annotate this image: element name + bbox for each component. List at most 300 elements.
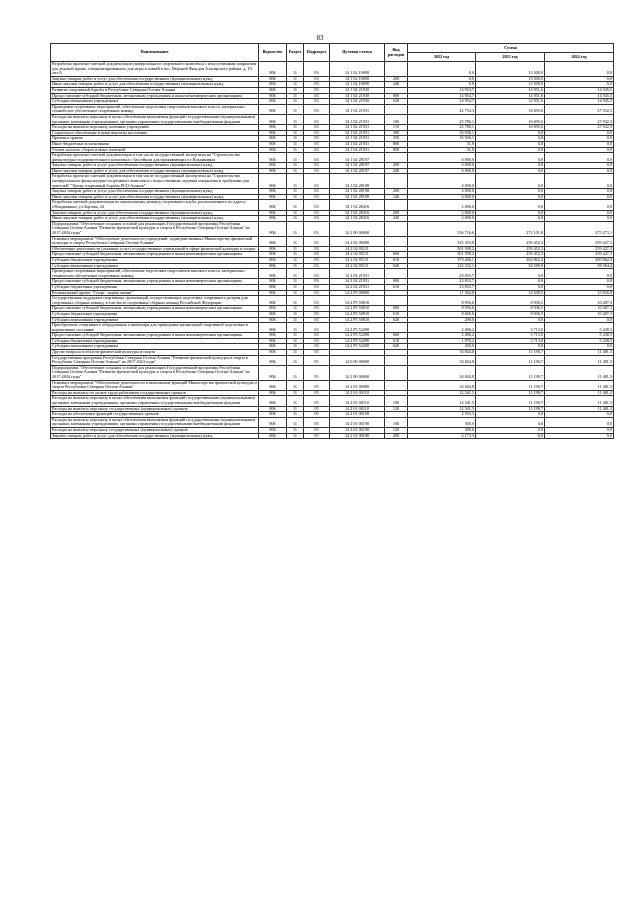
cell-2024: 14 945,5 [545,93,614,99]
cell-razdel: 11 [287,136,304,142]
cell-podrazdel: 05 [304,417,330,427]
cell-csr: 14 1 02 21931 [330,141,385,147]
cell-razdel: 11 [287,365,304,380]
header-csr: Целевая статья [330,44,385,62]
cell-razdel: 11 [287,390,304,396]
cell-2023: 0,0 [476,189,545,195]
cell-2023: 0,0 [476,279,545,285]
cell-2023: 0,0 [476,136,545,142]
cell-name: Разработка сметной документации по капитальному ремонту спортивного клуба, расположенного по адресу: г.Владикавказ, ул.Зортова, 24 [51,200,259,210]
cell-csr: 14 2 P5 00000 [330,290,385,296]
cell-podrazdel: 03 [304,136,330,142]
cell-razdel: 11 [287,279,304,285]
cell-csr: 14 1 02 21930 [330,93,385,99]
cell-name: Подпрограмма "Обеспечение создания условий для реализации Государственной программы Республики Северная Осетия-Алания "Развитие физической культуры и спорта в Республике Северная Осетия-Алания" на 2017-2024 годы" [51,365,259,380]
table-row [51,433,614,439]
cell-2022: 536 716,6 [408,221,476,236]
cell-2024: 0,0 [545,279,614,285]
cell-podrazdel: 03 [304,114,330,124]
cell-razdel: 11 [287,130,304,136]
cell-2024: 27 932,5 [545,104,614,114]
cell-podrazdel: 03 [304,125,330,131]
cell-vedomstvo: 806 [259,290,287,296]
cell-vr [385,296,408,306]
cell-csr: 14 2 02 05111 [330,257,385,263]
cell-2023: 0,0 [476,216,545,222]
cell-name: Предоставление субсидий бюджетным, автономным учреждениям и иным некоммерческим организациям [51,252,259,258]
cell-podrazdel: 03 [304,163,330,169]
cell-razdel: 11 [287,344,304,350]
cell-razdel: 11 [287,125,304,131]
header-2023: 2023 год [476,53,545,62]
cell-vedomstvo: 806 [259,62,287,77]
cell-name: Развитие спортивной борьбы в Республике Северная Осетия-Алания [51,87,259,93]
cell-2024: 0,0 [545,168,614,174]
cell-2023: 0,0 [476,417,545,427]
cell-2024: 0,0 [545,216,614,222]
cell-2023: 0,0 [476,153,545,163]
cell-podrazdel: 03 [304,174,330,189]
cell-2023: 0,0 [476,284,545,290]
cell-2022: 23 833,7 [408,279,476,285]
cell-vedomstvo: 806 [259,125,287,131]
cell-razdel: 11 [287,252,304,258]
cell-vedomstvo: 806 [259,174,287,189]
cell-2023: 0,0 [476,317,545,323]
cell-vr: 200 [385,189,408,195]
cell-vedomstvo: 806 [259,221,287,236]
cell-vedomstvo: 806 [259,427,287,433]
header-summa: Сумма [408,44,614,53]
header-vr: Вид расходов [385,44,408,62]
cell-vedomstvo: 806 [259,210,287,216]
cell-vr [385,221,408,236]
cell-razdel: 11 [287,87,304,93]
cell-2023: 16 695,6 [476,114,545,124]
cell-2024: 11 481,3 [545,380,614,390]
cell-vedomstvo: 806 [259,200,287,210]
cell-2023: 0,0 [476,194,545,200]
cell-2023: 3 713,0 [476,333,545,339]
cell-razdel: 11 [287,333,304,339]
cell-vr: 620 [385,263,408,269]
cell-2023: 14 951,6 [476,87,545,93]
cell-2024: 15 845,8 [545,290,614,296]
cell-name: Субсидии автономным учреждениям [51,317,259,323]
cell-2023: 0,0 [476,269,545,279]
cell-2022: 1 976,2 [408,338,476,344]
cell-csr: 14 1 02 21931 [330,114,385,124]
cell-podrazdel: 03 [304,290,330,296]
cell-name: Предоставление субсидий бюджетным, автономным учреждениям и иным некоммерческим организациям [51,93,259,99]
cell-podrazdel: 03 [304,344,330,350]
cell-2022: 8 956,6 [408,306,476,312]
cell-2023: 0,0 [476,141,545,147]
cell-2023: 0,0 [476,147,545,153]
cell-podrazdel: 03 [304,130,330,136]
cell-csr: 14 1 02 28197 [330,153,385,163]
cell-vr: 200 [385,433,408,439]
cell-csr: 14 1 02 21930 [330,99,385,105]
cell-razdel: 11 [287,257,304,263]
cell-podrazdel: 05 [304,433,330,439]
cell-2023: 16 695,6 [476,104,545,114]
cell-csr: 14 1 02 21931 [330,104,385,114]
cell-razdel: 11 [287,427,304,433]
cell-2022: 14 954,7 [408,99,476,105]
cell-vr: 200 [385,76,408,82]
cell-2024: 0,0 [545,76,614,82]
cell-2024: 5 438,5 [545,323,614,333]
cell-2022: 300,0 [408,427,476,433]
cell-csr: 14 2 02 05111 [330,263,385,269]
cell-vr [385,104,408,114]
cell-razdel: 11 [287,323,304,333]
cell-2022: 4 000,0 [408,174,476,189]
cell-csr: 14 2 01 00190 [330,427,385,433]
cell-podrazdel: 03 [304,306,330,312]
cell-name: Закупка товаров, работ и услуг для обеспечения государственных (муниципальных) нужд [51,76,259,82]
cell-2024: 0,0 [545,433,614,439]
cell-2023: 11 190,7 [476,355,545,365]
cell-2023: 259 452,3 [476,236,545,246]
cell-2023: 3 713,0 [476,323,545,333]
cell-csr: 14 1 02 28198 [330,174,385,189]
cell-csr: 14 2 01 00190 [330,412,385,418]
cell-name: Иные закупки товаров, работ и услуг для обеспечения государственных (муниципальных) нужд [51,216,259,222]
cell-2022: 2 000,0 [408,210,476,216]
cell-vr: 100 [385,417,408,427]
cell-2024: 11 481,3 [545,350,614,356]
cell-vr: 800 [385,141,408,147]
cell-name: Иные бюджетные ассигнования [51,141,259,147]
cell-csr: 14 2 02 21931 [330,284,385,290]
cell-2024: 0,0 [545,210,614,216]
cell-razdel: 11 [287,338,304,344]
cell-2024: 14 945,5 [545,99,614,105]
cell-2024: 0,0 [545,136,614,142]
header-2024: 2024 год [545,53,614,62]
cell-podrazdel: 03 [304,338,330,344]
cell-vr: 620 [385,317,408,323]
table-row [51,355,614,365]
cell-2023: 0,0 [476,344,545,350]
cell-podrazdel: 03 [304,296,330,306]
cell-csr: 14 2 02 00000 [330,236,385,246]
cell-csr: 14 2 00 00000 [330,221,385,236]
cell-podrazdel: 03 [304,153,330,163]
cell-2024: 0,0 [545,189,614,195]
table-row [51,396,614,406]
cell-podrazdel: 03 [304,104,330,114]
cell-2022: 6 000,0 [408,163,476,169]
cell-vr [385,365,408,380]
cell-2023: 8 936,5 [476,306,545,312]
cell-razdel: 11 [287,163,304,169]
cell-csr: 14 1 02 28198 [330,194,385,200]
cell-vr [385,380,408,390]
cell-razdel: 11 [287,396,304,406]
cell-vr [385,236,408,246]
cell-vr [385,153,408,163]
cell-vr: 100 [385,114,408,124]
cell-2022: 34 844,8 [408,350,476,356]
cell-razdel: 11 [287,194,304,200]
cell-2024: 0,0 [545,269,614,279]
cell-2023: 11 190,7 [476,350,545,356]
table-row [51,153,614,163]
cell-2024: 11 481,3 [545,396,614,406]
cell-name: Субсидии автономным учреждениям [51,263,259,269]
cell-2022: 34 844,8 [408,365,476,380]
cell-2024: 0,0 [545,141,614,147]
cell-2023: 11 190,7 [476,406,545,412]
cell-podrazdel: 05 [304,412,330,418]
cell-csr: 14 1 02 21931 [330,147,385,153]
cell-2024: 11 481,3 [545,390,614,396]
cell-vedomstvo: 806 [259,338,287,344]
cell-podrazdel: 05 [304,350,330,356]
cell-vr: 100 [385,396,408,406]
cell-podrazdel: 03 [304,93,330,99]
cell-name: Предоставление субсидий бюджетным, автономным учреждениям и иным некоммерческим организациям [51,279,259,285]
cell-vr: 240 [385,168,408,174]
cell-podrazdel: 03 [304,236,330,246]
cell-2022: 23 833,7 [408,284,476,290]
cell-2023: 13 500,0 [476,82,545,88]
cell-csr: 14 2 00 00000 [330,365,385,380]
cell-razdel: 11 [287,284,304,290]
cell-podrazdel: 03 [304,76,330,82]
cell-2023: 3 713,0 [476,338,545,344]
cell-podrazdel: 03 [304,257,330,263]
cell-csr: 14 2 P5 50810 [330,306,385,312]
cell-podrazdel: 03 [304,141,330,147]
cell-2022: 16 936,1 [408,136,476,142]
table-row [51,62,614,77]
cell-podrazdel: 05 [304,365,330,380]
cell-podrazdel: 03 [304,263,330,269]
table-row [51,114,614,124]
cell-podrazdel: 05 [304,380,330,390]
cell-2022: 379 266,1 [408,257,476,263]
cell-2022: 2 173,3 [408,433,476,439]
cell-vedomstvo: 806 [259,252,287,258]
cell-vedomstvo: 806 [259,355,287,365]
cell-2022: 2 406,2 [408,333,476,339]
cell-name: Предоставление субсидий бюджетным, автономным учреждениям и иным некоммерческим организациям [51,333,259,339]
cell-vr: 200 [385,210,408,216]
cell-2024: 0,0 [545,417,614,427]
cell-vr [385,174,408,189]
cell-2024: 0,0 [545,82,614,88]
cell-csr: 14 2 01 00000 [330,380,385,390]
cell-2024: 27 932,5 [545,125,614,131]
cell-2024: 259 427,3 [545,236,614,246]
cell-vedomstvo: 806 [259,306,287,312]
cell-vedomstvo: 806 [259,333,287,339]
cell-razdel: 11 [287,200,304,210]
cell-vedomstvo: 806 [259,168,287,174]
cell-razdel: 11 [287,221,304,236]
cell-name: Региональный проект "Спорт - норма жизни" [51,290,259,296]
cell-razdel: 11 [287,174,304,189]
cell-name: Субсидии бюджетным учреждениям [51,257,259,263]
cell-csr: 14 2 P5 52290 [330,344,385,350]
cell-2024: 10 407,3 [545,306,614,312]
cell-razdel: 11 [287,296,304,306]
cell-podrazdel: 03 [304,252,330,258]
cell-podrazdel: 03 [304,246,330,252]
cell-vr: 120 [385,406,408,412]
cell-razdel: 11 [287,317,304,323]
cell-vedomstvo: 806 [259,163,287,169]
cell-2022: 0,0 [408,82,476,88]
cell-razdel: 11 [287,236,304,246]
cell-2024: 0,0 [545,317,614,323]
cell-2022: 42 754,3 [408,104,476,114]
cell-csr: 14 1 02 28416 [330,210,385,216]
cell-2023: 14 951,6 [476,99,545,105]
cell-2022: 2 000,0 [408,216,476,222]
cell-vedomstvo: 806 [259,323,287,333]
cell-csr: 14 2 01 00190 [330,433,385,439]
cell-razdel: 11 [287,141,304,147]
cell-2022: 34 844,8 [408,355,476,365]
cell-vedomstvo: 806 [259,104,287,114]
cell-podrazdel: 03 [304,221,330,236]
cell-name: Премии и гранты [51,136,259,142]
cell-name: Государственная программа Республики Северная Осетия-Алания "Развитие физической культуры и спорта в Республике Северная Осетия-Алания" на 2017-2024 годы" [51,355,259,365]
table-row [51,236,614,246]
cell-razdel: 11 [287,147,304,153]
cell-vedomstvo: 806 [259,147,287,153]
cell-vedomstvo: 806 [259,93,287,99]
cell-vedomstvo: 806 [259,350,287,356]
cell-name: Закупка товаров, работ и услуг для обеспечения государственных (муниципальных) нужд [51,163,259,169]
cell-razdel: 11 [287,104,304,114]
cell-name: Другие вопросы в области физической культуры и спорта [51,350,259,356]
cell-2024: 11 481,3 [545,355,614,365]
header-vedomstvo: Ведомство [259,44,287,62]
cell-vr: 610 [385,257,408,263]
cell-razdel: 11 [287,210,304,216]
cell-vedomstvo: 806 [259,257,287,263]
cell-vedomstvo: 806 [259,269,287,279]
cell-vedomstvo: 806 [259,365,287,380]
cell-2022: 34 844,8 [408,380,476,390]
cell-vedomstvo: 806 [259,87,287,93]
cell-2022: 501 598,2 [408,252,476,258]
cell-2022: 8 956,6 [408,296,476,306]
cell-2022: 6 000,0 [408,168,476,174]
cell-csr: 14 2 02 21931 [330,279,385,285]
cell-2023: 0,0 [476,200,545,210]
cell-2023: 13 500,0 [476,76,545,82]
cell-2024: 0,0 [545,62,614,77]
cell-2022: 31,8 [408,147,476,153]
cell-razdel: 11 [287,246,304,252]
cell-vr: 600 [385,93,408,99]
cell-csr: 14 2 02 05111 [330,252,385,258]
cell-2023: 54 589,9 [476,263,545,269]
cell-vr: 110 [385,125,408,131]
cell-vr [385,355,408,365]
cell-name: Расходы на выплаты персоналу в целях обеспечения выполнения функций государственными (муниципальными) органами, казенными учреждениями, органами управления государственными внебюджетными фондами [51,417,259,427]
cell-csr: 14 2 02 21931 [330,269,385,279]
cell-vedomstvo: 806 [259,136,287,142]
cell-vedomstvo: 806 [259,246,287,252]
cell-podrazdel: 05 [304,427,330,433]
cell-name: Социальное обеспечение и иные выплаты населению [51,130,259,136]
cell-podrazdel: 03 [304,82,330,88]
cell-razdel: 11 [287,62,304,77]
cell-vedomstvo: 806 [259,396,287,406]
table-row [51,104,614,114]
cell-csr: 14 1 02 10690 [330,62,385,77]
cell-2023: 8 936,5 [476,296,545,306]
cell-vedomstvo: 806 [259,236,287,246]
cell-vedomstvo: 806 [259,412,287,418]
table-row [51,323,614,333]
cell-podrazdel: 03 [304,62,330,77]
cell-podrazdel: 05 [304,406,330,412]
cell-2022: 14 954,7 [408,87,476,93]
cell-razdel: 11 [287,216,304,222]
cell-vedomstvo: 806 [259,311,287,317]
table-row [51,380,614,390]
cell-csr: 14 1 02 28197 [330,168,385,174]
cell-name: Расходы на выплаты персоналу государственных (муниципальных) органов [51,427,259,433]
cell-vedomstvo: 806 [259,82,287,88]
cell-2022: 2 503,3 [408,412,476,418]
cell-vr: 600 [385,333,408,339]
cell-name: Основное мероприятие "Обеспечение деятельности учреждений, подведомственных Министерству физической культуры и спорта Республики Северная Осетия-Алания" [51,236,259,246]
cell-2023: 13 500,0 [476,62,545,77]
cell-2024: 0,0 [545,174,614,189]
cell-podrazdel: 05 [304,390,330,396]
cell-vr: 850 [385,147,408,153]
cell-csr: 14 2 P5 50810 [330,311,385,317]
cell-podrazdel: 03 [304,194,330,200]
cell-2023: 0,0 [476,174,545,189]
cell-razdel: 11 [287,189,304,195]
cell-name: Закупка товаров, работ и услуг для обеспечения государственных (муниципальных) нужд [51,210,259,216]
cell-name: Субсидии бюджетным учреждениям [51,338,259,344]
cell-2022: 4 000,0 [408,189,476,195]
cell-razdel: 11 [287,433,304,439]
cell-podrazdel: 03 [304,269,330,279]
cell-2024: 200 862,9 [545,257,614,263]
cell-2024: 0,0 [545,284,614,290]
cell-podrazdel: 03 [304,147,330,153]
cell-2023: 11 190,7 [476,396,545,406]
cell-csr: 14 1 02 28197 [330,163,385,169]
cell-vr [385,62,408,77]
cell-name: Государственная поддержка спортивных организаций, осуществляющих подготовку спортивного резерва для спортивных сборных команд, в том числе спортивных сборных команд Российской Федерации [51,296,259,306]
cell-2022: 290,0 [408,317,476,323]
header-podrazdel: Подраздел [304,44,330,62]
cell-razdel: 11 [287,350,304,356]
cell-2023: 259 452,3 [476,246,545,252]
cell-csr: 14 1 02 21931 [330,125,385,131]
table-row [51,221,614,236]
cell-name: Закупка товаров, работ и услуг для обеспечения государственных (муниципальных) нужд [51,189,259,195]
cell-vedomstvo: 806 [259,380,287,390]
cell-vedomstvo: 806 [259,189,287,195]
cell-vedomstvo: 806 [259,406,287,412]
cell-csr: 14 1 02 21931 [330,130,385,136]
